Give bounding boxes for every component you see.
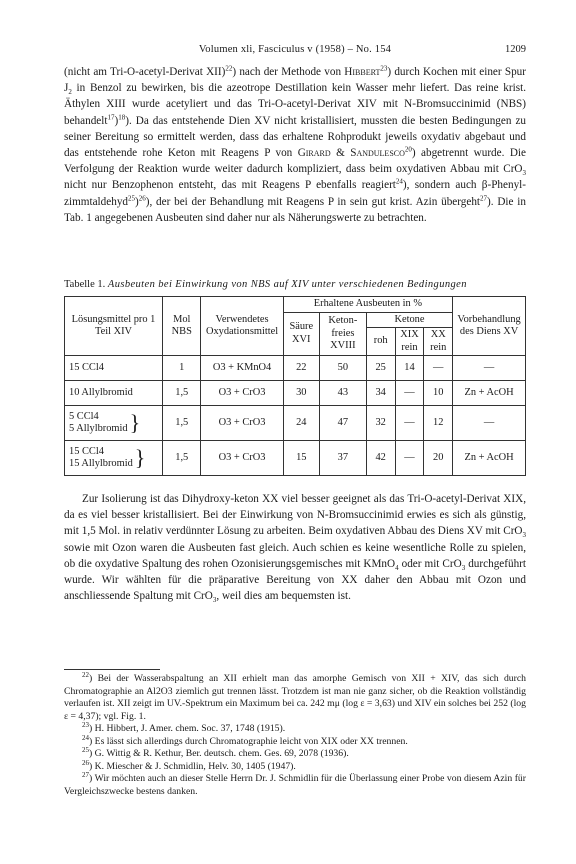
col-mol: Mol NBS [163,297,201,356]
cell-roh: 42 [366,441,395,476]
page-number: 1209 [505,44,526,55]
col-yields: Erhaltene Ausbeuten in % [283,297,452,313]
cell-solvent: 10 Allylbromid [65,381,163,406]
solvent-line-1: 15 CCl4 [69,445,104,457]
table-caption-label: Tabelle 1. [64,279,106,290]
cell-acid: 22 [283,356,319,381]
brace-icon: } [129,410,141,435]
yield-table [64,296,526,476]
paragraph-2: Zur Isolierung ist das Dihydroxy-keton XX viel besser geeignet als das Tri-O-acetyl-Derivat XIX, da es viel besser kristallisiert. Bei der Einwirkung von N-Bromsuccinimid erwies es sich als günstig, mit 1,5 Mol. in relativ verdünnter Lösung zu arbeiten. Beim oxydativen Abbau des Diens XV mit CrO$_3$ sowie mit Ozon waren die Ausbeuten fast gleich. Auch schien es keine wesentliche Rolle zu spielen, ob die oxydative Spaltung des rohen Ozonisierungsgemisches mit KMnO$_4$ oder mit CrO$_3$ durchgeführt wurde. Wir wählten für die präparative Bereitung von XX daher den Abbau mit Ozon und anschliessende Spaltung mit CrO$_3$, weil dies am bequemsten ist. [64,493,526,605]
brace-icon: } [134,445,146,470]
col-roh: roh [366,328,395,356]
col-ketone-free: Keton-freies XVIII [319,312,366,356]
solvent-line-2: 5 Allylbromid [69,423,128,434]
col-acid: Säure XVI [283,312,319,356]
table-row [65,406,526,441]
cell-roh: 34 [366,381,395,406]
table-row [65,441,526,476]
col-oxidant: Verwendetes Oxydationsmittel [201,297,283,356]
cell-ketone-free: 37 [319,441,366,476]
table-row [65,356,526,381]
table-row [65,381,526,406]
cell-ketone-free: 50 [319,356,366,381]
cell-roh: 25 [366,356,395,381]
paragraph-1: (nicht am Tri-O-acetyl-Derivat XII)$^{22}$) nach der Methode von Hibbert$^{23}$) durch Kochen mit einer Spur $J_2$ in Benzol zu bewirken, bis die azeotrope Destillation kein Wasser mehr liefert. Das reine krist. Äthylen XIII wurde acetyliert und das Tri-O-acetyl-Derivat XIV mit N-Bromsuccinimid (NBS) behandelt$^{17}$)$^{18}$). Da das entstehende Dien XV nicht kristallisiert, mussten die besten Bedingungen zu seiner Bereitung so ermittelt werden, dass das erhaltene Rohprodukt jeweils oxydativ abgebaut und das entstehende rohe Keton mit Reagens P von Girard & Sandulesco$^{20}$) abgetrennt wurde. Die Verfolgung der Reaktion wurde weiter dadurch kompliziert, dass beim oxydativen Abbau mit CrO$_3$ nicht nur Benzophenon entsteht, das mit Reagens P ebenfalls reagiert$^{24}$), sondern auch β-Phenyl-zimmtaldehyd$^{25}$)$^{26}$), der bei der Behandlung mit Reagens P in sein gut krist. Azin übergeht$^{27}$). Die in Tab. 1 angegebenen Ausbeuten sind daher nur als Näherungswerte zu betrachten. [64,64,526,224]
col-solvent: Lösungsmittel pro 1 Teil XIV [65,297,163,356]
cell-oxidant: O3 + KMnO4 [201,356,283,381]
cell-xx: — [424,356,453,381]
cell-acid: 15 [283,441,319,476]
footnote-27: $^{27}$) Wir möchten auch an dieser Stelle Herrn Dr. J. Schmidlin für die Überlassung einer Probe von diesem Azin für Vergleichszwecke bestens danken. [64,770,526,797]
cell-acid: 24 [283,406,319,441]
cell-solvent [65,406,163,441]
cell-xix: 14 [395,356,424,381]
footnote-24: $^{24}$) Es lässt sich allerdings durch Chromatographie leicht von XIX oder XX trennen. [82,733,408,747]
cell-pretreatment: — [453,406,526,441]
cell-mol: 1,5 [163,381,201,406]
cell-acid: 30 [283,381,319,406]
cell-ketone-free: 47 [319,406,366,441]
cell-pretreatment: Zn + AcOH [453,441,526,476]
running-header [64,44,526,58]
cell-xx: 12 [424,406,453,441]
solvent-line-1: 5 CCl4 [69,410,99,422]
footnote-divider [64,669,160,670]
cell-xix: — [395,381,424,406]
footnote-25: $^{25}$) G. Wittig & R. Kethur, Ber. deutsch. chem. Ges. 69, 2078 (1936). [82,745,349,759]
col-xix: XIX rein [395,328,424,356]
table-caption [64,279,534,290]
cell-mol: 1,5 [163,441,201,476]
running-title: Volumen xli, Fasciculus v (1958) – No. 154 [198,44,392,55]
cell-xix: — [395,441,424,476]
solvent-line-2: 15 Allylbromid [69,458,133,469]
cell-xix: — [395,406,424,441]
cell-oxidant: O3 + CrO3 [201,406,283,441]
cell-oxidant: O3 + CrO3 [201,381,283,406]
footnote-26: $^{26}$) K. Miescher & J. Schmidlin, Helv. 30, 1405 (1947). [82,758,296,772]
col-ketones: Ketone [366,312,452,328]
col-pretreatment: Vorbehandlung des Diens XV [453,297,526,356]
col-xx: XX rein [424,328,453,356]
table-header-row [65,297,526,313]
cell-roh: 32 [366,406,395,441]
cell-mol: 1 [163,356,201,381]
cell-mol: 1,5 [163,406,201,441]
cell-solvent [65,441,163,476]
footnotes [64,670,527,798]
table-caption-title: Ausbeuten bei Einwirkung von NBS auf XIV unter verschiedenen Bedingungen [107,279,467,290]
cell-pretreatment: — [453,356,526,381]
cell-oxidant: O3 + CrO3 [201,441,283,476]
cell-ketone-free: 43 [319,381,366,406]
footnote-22: $^{22}$) Bei der Wasserabspaltung an XII erhielt man das amorphe Gemisch von XII + XIV, das sich durch Chromatographie an Al2O3 ziemlich gut trennen lässt. Trotzdem ist man nie ganz sicher, ob die Reaktion vollständig verlaufen ist. XII zeigt im UV.-Spektrum ein Maximum bei ca. 242 mμ (log ε = 3,63) und XIV ein solches bei 252 (log ε = 4,37); vgl. Fig. 1. [64,670,527,722]
footnote-23: $^{23}$) H. Hibbert, J. Amer. chem. Soc. 37, 1748 (1915). [82,720,286,734]
cell-solvent: 15 CCl4 [65,356,163,381]
cell-xx: 20 [424,441,453,476]
cell-xx: 10 [424,381,453,406]
cell-pretreatment: Zn + AcOH [453,381,526,406]
